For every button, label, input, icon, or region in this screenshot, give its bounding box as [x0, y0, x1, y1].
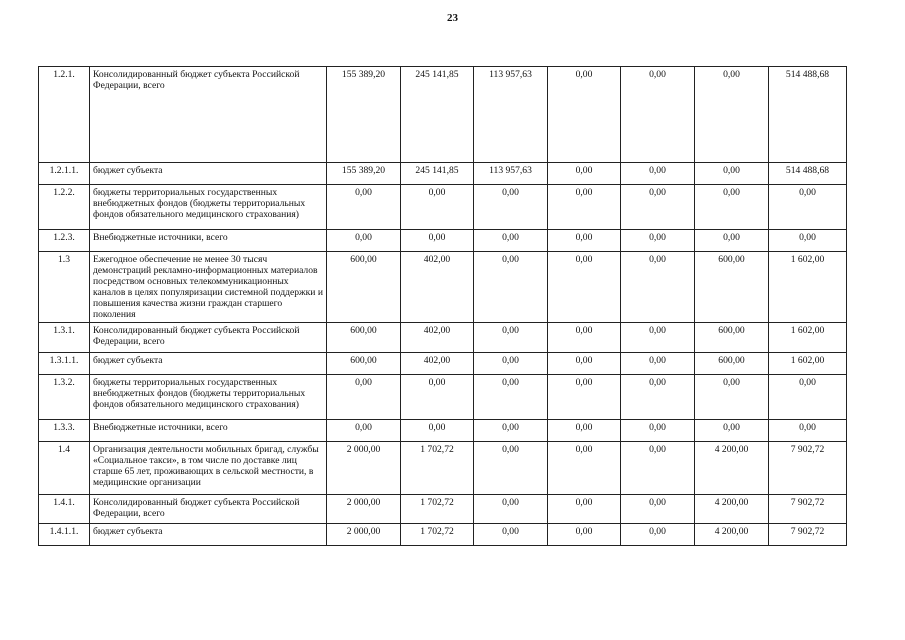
amount-cell: 1 602,00 [769, 252, 847, 323]
amount-cell: 0,00 [621, 185, 695, 230]
amount-cell: 0,00 [548, 420, 621, 442]
table-row [39, 323, 847, 353]
amount-cell: 0,00 [327, 375, 401, 420]
amount-cell: 0,00 [621, 67, 695, 163]
row-code: 1.2.1. [39, 67, 90, 163]
amount-cell: 1 602,00 [769, 323, 847, 353]
amount-cell: 155 389,20 [327, 67, 401, 163]
amount-cell: 0,00 [327, 420, 401, 442]
amount-cell: 0,00 [769, 185, 847, 230]
amount-cell: 600,00 [695, 353, 769, 375]
amount-cell: 0,00 [401, 185, 474, 230]
amount-cell: 2 000,00 [327, 495, 401, 524]
amount-cell: 2 000,00 [327, 442, 401, 495]
amount-cell: 0,00 [621, 420, 695, 442]
amount-cell: 600,00 [327, 353, 401, 375]
amount-cell: 0,00 [548, 495, 621, 524]
amount-cell: 0,00 [621, 495, 695, 524]
row-code: 1.4.1. [39, 495, 90, 524]
row-code: 1.2.3. [39, 230, 90, 252]
row-description: Внебюджетные источники, всего [90, 420, 327, 442]
amount-cell: 0,00 [548, 442, 621, 495]
amount-cell: 0,00 [695, 185, 769, 230]
amount-cell: 402,00 [401, 252, 474, 323]
table-row [39, 252, 847, 323]
amount-cell: 155 389,20 [327, 163, 401, 185]
amount-cell: 0,00 [474, 375, 548, 420]
amount-cell: 0,00 [695, 67, 769, 163]
amount-cell: 4 200,00 [695, 495, 769, 524]
row-description: Ежегодное обеспечение не менее 30 тысяч демонстраций рекламно-информационных материалов посредством основных телекоммуникационных каналов в целях популяризации системной поддержки и повышения качества жизни граждан старшего поколения [90, 252, 327, 323]
amount-cell: 402,00 [401, 353, 474, 375]
amount-cell: 600,00 [327, 252, 401, 323]
amount-cell: 0,00 [401, 420, 474, 442]
amount-cell: 0,00 [548, 67, 621, 163]
row-code: 1.3.1.1. [39, 353, 90, 375]
amount-cell: 0,00 [548, 353, 621, 375]
amount-cell: 0,00 [327, 230, 401, 252]
row-description: Организация деятельности мобильных бригад, службы «Социальное такси», в том числе по доставке лиц старше 65 лет, проживающих в сельской местности, в медицинские организации [90, 442, 327, 495]
amount-cell: 0,00 [769, 375, 847, 420]
amount-cell: 0,00 [401, 230, 474, 252]
page-number: 23 [447, 12, 458, 24]
row-code: 1.4.1.1. [39, 524, 90, 546]
amount-cell: 0,00 [474, 323, 548, 353]
amount-cell: 0,00 [769, 230, 847, 252]
row-code: 1.3 [39, 252, 90, 323]
row-description: бюджеты территориальных государственных внебюджетных фондов (бюджеты территориальных фондов обязательного медицинского страхования) [90, 375, 327, 420]
table-row [39, 185, 847, 230]
amount-cell: 245 141,85 [401, 163, 474, 185]
table-row [39, 524, 847, 546]
table-row [39, 67, 847, 163]
row-description: Консолидированный бюджет субъекта Российской Федерации, всего [90, 67, 327, 163]
amount-cell: 600,00 [695, 323, 769, 353]
amount-cell: 0,00 [474, 252, 548, 323]
amount-cell: 0,00 [621, 252, 695, 323]
table-row [39, 163, 847, 185]
amount-cell: 0,00 [474, 353, 548, 375]
amount-cell: 0,00 [474, 420, 548, 442]
amount-cell: 0,00 [548, 252, 621, 323]
amount-cell: 600,00 [327, 323, 401, 353]
table-row [39, 353, 847, 375]
amount-cell: 113 957,63 [474, 163, 548, 185]
amount-cell: 0,00 [548, 185, 621, 230]
budget-table [38, 66, 847, 546]
amount-cell: 514 488,68 [769, 163, 847, 185]
table-row [39, 420, 847, 442]
row-description: бюджеты территориальных государственных внебюджетных фондов (бюджеты территориальных фондов обязательного медицинского страхования) [90, 185, 327, 230]
table-row [39, 442, 847, 495]
amount-cell: 0,00 [548, 524, 621, 546]
amount-cell: 0,00 [474, 442, 548, 495]
row-code: 1.2.1.1. [39, 163, 90, 185]
amount-cell: 4 200,00 [695, 442, 769, 495]
amount-cell: 0,00 [769, 420, 847, 442]
row-description: Внебюджетные источники, всего [90, 230, 327, 252]
amount-cell: 2 000,00 [327, 524, 401, 546]
amount-cell: 0,00 [695, 420, 769, 442]
amount-cell: 0,00 [548, 323, 621, 353]
amount-cell: 0,00 [474, 230, 548, 252]
row-code: 1.3.1. [39, 323, 90, 353]
amount-cell: 0,00 [474, 524, 548, 546]
row-code: 1.4 [39, 442, 90, 495]
amount-cell: 600,00 [695, 252, 769, 323]
amount-cell: 1 702,72 [401, 442, 474, 495]
amount-cell: 0,00 [695, 375, 769, 420]
row-code: 1.2.2. [39, 185, 90, 230]
amount-cell: 0,00 [695, 163, 769, 185]
amount-cell: 0,00 [401, 375, 474, 420]
amount-cell: 0,00 [621, 163, 695, 185]
amount-cell: 0,00 [621, 442, 695, 495]
amount-cell: 0,00 [474, 495, 548, 524]
amount-cell: 0,00 [621, 230, 695, 252]
amount-cell: 0,00 [621, 353, 695, 375]
table-row [39, 495, 847, 524]
row-description: бюджет субъекта [90, 524, 327, 546]
amount-cell: 0,00 [621, 524, 695, 546]
amount-cell: 514 488,68 [769, 67, 847, 163]
table-row [39, 375, 847, 420]
row-description: бюджет субъекта [90, 353, 327, 375]
amount-cell: 0,00 [548, 163, 621, 185]
row-description: Консолидированный бюджет субъекта Российской Федерации, всего [90, 323, 327, 353]
row-code: 1.3.2. [39, 375, 90, 420]
amount-cell: 7 902,72 [769, 442, 847, 495]
amount-cell: 7 902,72 [769, 495, 847, 524]
amount-cell: 7 902,72 [769, 524, 847, 546]
row-code: 1.3.3. [39, 420, 90, 442]
amount-cell: 402,00 [401, 323, 474, 353]
row-description: Консолидированный бюджет субъекта Российской Федерации, всего [90, 495, 327, 524]
table-row [39, 230, 847, 252]
amount-cell: 245 141,85 [401, 67, 474, 163]
amount-cell: 0,00 [548, 230, 621, 252]
amount-cell: 0,00 [695, 230, 769, 252]
amount-cell: 1 702,72 [401, 495, 474, 524]
amount-cell: 4 200,00 [695, 524, 769, 546]
amount-cell: 0,00 [621, 323, 695, 353]
amount-cell: 113 957,63 [474, 67, 548, 163]
amount-cell: 0,00 [474, 185, 548, 230]
amount-cell: 0,00 [548, 375, 621, 420]
amount-cell: 0,00 [327, 185, 401, 230]
row-description: бюджет субъекта [90, 163, 327, 185]
amount-cell: 0,00 [621, 375, 695, 420]
amount-cell: 1 602,00 [769, 353, 847, 375]
amount-cell: 1 702,72 [401, 524, 474, 546]
